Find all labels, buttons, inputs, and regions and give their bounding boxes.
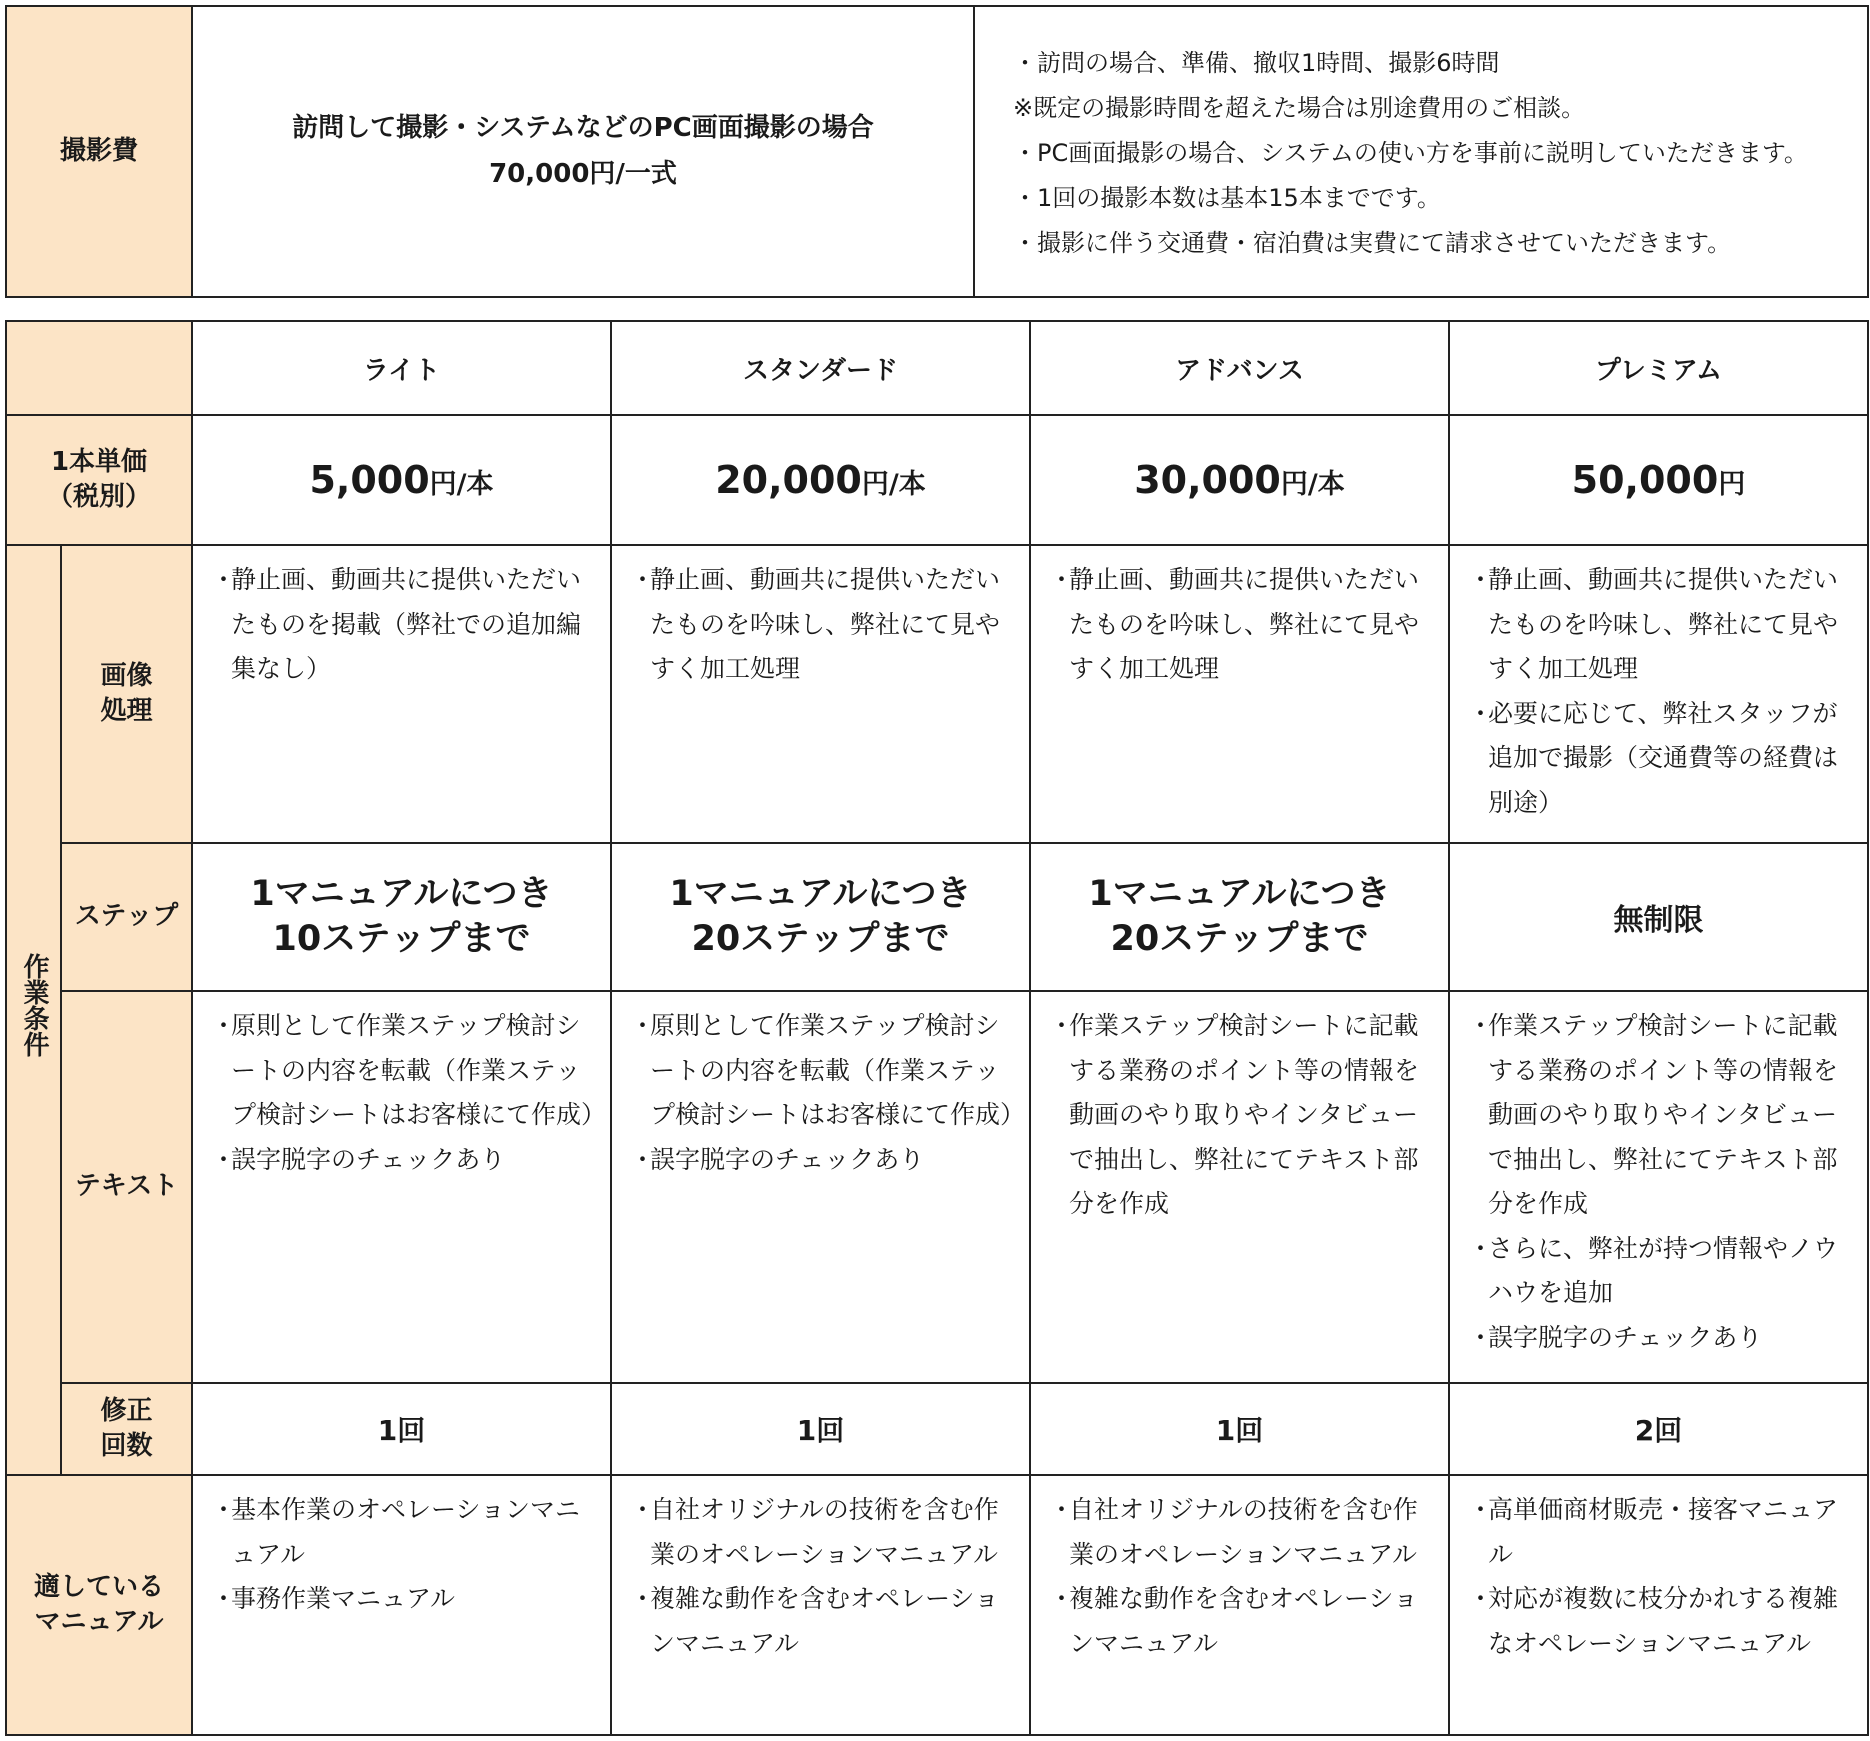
step-standard: 1マニュアルにつき 20ステップまで (611, 843, 1030, 991)
image-processing-row (6, 545, 1868, 843)
text-premium (1449, 991, 1868, 1383)
revisions-premium: 2回 (1449, 1383, 1868, 1475)
revision-label (61, 1383, 192, 1475)
corner-cell (6, 321, 192, 415)
work-conditions-label (6, 545, 61, 1475)
list-item: ・ さらに、弊社が持つ情報やノウハウを追加 (1468, 1233, 1839, 1307)
step-light: 1マニュアルにつき 10ステップまで (192, 843, 611, 991)
suitable-advance (1030, 1475, 1449, 1735)
image-processing-advance (1030, 545, 1449, 843)
price-unit: 円/本 (1280, 469, 1345, 500)
price-value: 20,000 (715, 458, 862, 502)
list-item: ・ 対応が複数に枝分かれする複雑なオペレーションマニュアル (1468, 1584, 1839, 1658)
price-light (192, 415, 611, 545)
list-item: ・ 作業ステップ検討シートに記載する業務のポイント等の情報を動画のやり取りやインタビューで抽出し、弊社にてテキスト部分を作成 (1049, 1011, 1420, 1218)
price-value: 30,000 (1134, 458, 1281, 502)
list-item: ・ 原則として作業ステップ検討シートの内容を転載（作業ステップ検討シートはお客様にて作成） (211, 1011, 607, 1129)
revision-label-line1: 修正 (100, 1395, 153, 1426)
image-processing-standard (611, 545, 1030, 843)
text-standard (611, 991, 1030, 1383)
step-premium: 無制限 (1449, 843, 1868, 991)
list-item: ・ 事務作業マニュアル (211, 1584, 456, 1613)
plan-name-premium: プレミアム (1449, 321, 1868, 415)
list-item: ・ 静止画、動画共に提供いただいたものを掲載（弊社での追加編集なし） (211, 565, 582, 683)
price-value: 50,000 (1571, 458, 1719, 502)
list-item: ・ 必要に応じて、弊社スタッフが追加で撮影（交通費等の経費は別途） (1468, 698, 1839, 817)
price-advance (1030, 415, 1449, 545)
list-item: ・ 複雑な動作を含むオペレーションマニュアル (630, 1584, 1000, 1658)
list-item: ・ 作業ステップ検討シートに記載する業務のポイント等の情報を動画のやり取りやインタビューで抽出し、弊社にてテキスト部分を作成 (1468, 1011, 1839, 1218)
price-label-line2: （税別） (46, 482, 151, 512)
list-item: ・ 高単価商材販売・接客マニュアル (1468, 1495, 1839, 1569)
price-unit: 円/本 (861, 469, 926, 500)
text-label: テキスト (61, 991, 192, 1383)
suitable-standard (611, 1475, 1030, 1735)
list-item: ・ 静止画、動画共に提供いただいたものを吟味し、弊社にて見やすく加工処理 (1468, 565, 1839, 683)
plan-name-light: ライト (192, 321, 611, 415)
revision-row (6, 1383, 1868, 1475)
list-item: ・ 自社オリジナルの技術を含む作業のオペレーションマニュアル (1049, 1495, 1418, 1569)
work-conditions-text: 作業条件 (19, 952, 50, 1057)
list-item: ・ 静止画、動画共に提供いただいたものを吟味し、弊社にて見やすく加工処理 (1049, 565, 1420, 683)
list-item: ・ 誤字脱字のチェックあり (1468, 1322, 1763, 1352)
fee-note: ・訪問の場合、準備、撤収1時間、撮影6時間 (1013, 49, 1500, 77)
revision-label-line2: 回数 (100, 1431, 153, 1461)
image-processing-premium (1449, 545, 1868, 843)
image-processing-light (192, 545, 611, 843)
shooting-fee-description: 訪問して撮影・システムなどのPC画面撮影の場合 (292, 113, 874, 143)
suitable-manual-label (6, 1475, 192, 1735)
list-item: ・ 誤字脱字のチェックあり (630, 1144, 925, 1174)
suitable-label-line2: マニュアル (34, 1607, 164, 1637)
price-unit: 円/本 (429, 469, 494, 500)
price-standard (611, 415, 1030, 545)
plan-name-standard: スタンダード (611, 321, 1030, 415)
price-label (6, 415, 192, 545)
plan-comparison-table (5, 320, 1869, 1736)
text-light (192, 991, 611, 1383)
list-item: ・ 静止画、動画共に提供いただいたものを吟味し、弊社にて見やすく加工処理 (630, 565, 1001, 683)
plan-name-row (6, 321, 1868, 415)
step-row (6, 843, 1868, 991)
fee-note: ・PC画面撮影の場合、システムの使い方を事前に説明していただきます。 (1013, 139, 1808, 167)
suitable-label-line1: 適している (33, 1571, 164, 1602)
revisions-light: 1回 (192, 1383, 611, 1475)
shooting-fee-summary (192, 6, 974, 297)
shooting-fee-label: 撮影費 (6, 6, 192, 297)
revisions-advance: 1回 (1030, 1383, 1449, 1475)
suitable-light (192, 1475, 611, 1735)
list-item: ・ 原則として作業ステップ検討シートの内容を転載（作業ステップ検討シートはお客様にて作成） (630, 1011, 1026, 1129)
plan-name-advance: アドバンス (1030, 321, 1449, 415)
price-row (6, 415, 1868, 545)
list-item: ・ 基本作業のオペレーションマニュアル (211, 1495, 581, 1569)
step-advance: 1マニュアルにつき 20ステップまで (1030, 843, 1449, 991)
image-label-line1: 画像 (100, 660, 153, 691)
price-unit: 円 (1718, 469, 1746, 500)
price-label-line1: 1本単価 (50, 446, 148, 477)
shooting-fee-notes (974, 6, 1868, 297)
price-premium (1449, 415, 1868, 545)
shooting-fee-table (5, 5, 1869, 298)
suitable-manual-row (6, 1475, 1868, 1735)
fee-note: ・1回の撮影本数は基本15本までです。 (1013, 184, 1441, 212)
fee-note: ※既定の撮影時間を超えた場合は別途費用のご相談。 (1013, 94, 1586, 122)
image-label-line2: 処理 (100, 696, 153, 726)
text-advance (1030, 991, 1449, 1383)
fee-note: ・撮影に伴う交通費・宿泊費は実費にて請求させていただきます。 (1013, 229, 1732, 257)
list-item: ・ 誤字脱字のチェックあり (211, 1144, 506, 1174)
step-label: ステップ (61, 843, 192, 991)
list-item: ・ 複雑な動作を含むオペレーションマニュアル (1049, 1584, 1419, 1658)
list-item: ・ 自社オリジナルの技術を含む作業のオペレーションマニュアル (630, 1495, 999, 1569)
text-row (6, 991, 1868, 1383)
price-value: 5,000 (309, 458, 430, 502)
revisions-standard: 1回 (611, 1383, 1030, 1475)
image-processing-label (61, 545, 192, 843)
shooting-fee-price: 70,000円/一式 (489, 158, 677, 189)
suitable-premium (1449, 1475, 1868, 1735)
